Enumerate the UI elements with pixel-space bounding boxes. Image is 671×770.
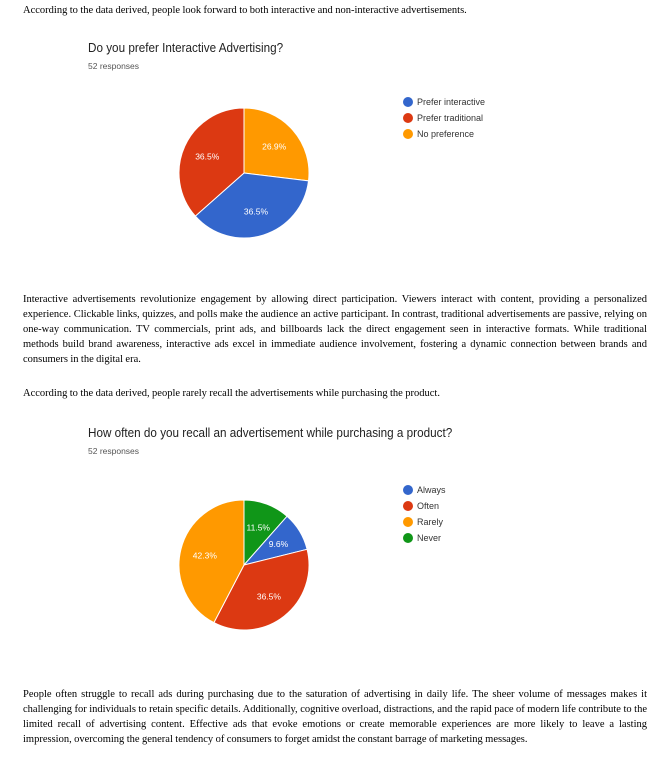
legend-label: Rarely [417, 517, 444, 527]
pie-data-label: 36.5% [195, 151, 220, 162]
legend-swatch [403, 517, 413, 527]
chart-1-title: Do you prefer Interactive Advertising? [88, 40, 284, 55]
chart-2-legend [403, 482, 446, 546]
legend-item-often [403, 498, 446, 514]
legend-label: Never [417, 533, 442, 543]
pie-data-label: 42.3% [192, 550, 217, 561]
chart-1-subtitle: 52 responses [88, 61, 140, 71]
legend-label: Prefer interactive [417, 97, 486, 107]
legend-item-always [403, 482, 446, 498]
pie-data-label: 11.5% [246, 522, 271, 533]
legend-label: Often [417, 501, 440, 511]
legend-swatch [403, 485, 413, 495]
legend-item-never [403, 530, 446, 546]
legend-label: Prefer traditional [417, 113, 484, 123]
chart-2-title: How often do you recall an advertisement while purchasing a product? [88, 425, 453, 440]
body-paragraph-2: People often struggle to recall ads during purchasing due to the saturation of advertising in daily life. The sheer volume of messages makes it challenging for individuals to retain specific details. Additionally, cognitive overload, distractions, and the rapid pace of modern life contribute to the limited recall of advertising content. Effective ads that evoke emotions or create memorable experiences are more likely to leave a lasting impression, overcoming the general tendency of consumers to forget amidst the constant barrage of marketing messages. [23, 689, 647, 745]
legend-label: No preference [417, 129, 475, 139]
pie-data-label: 26.9% [262, 141, 287, 152]
pie-data-label: 36.5% [243, 206, 269, 217]
pie-data-label: 36.5% [256, 591, 281, 602]
body-paragraph-1: Interactive advertisements revolutionize engagement by allowing direct participation. Viewers interact with content, providing a personalized experience. Clickable links, quizzes, and polls make the audience an active participant. In contrast, traditional advertisements are passive, relying on one-way communication. TV commercials, print ads, and billboards lack the direct engagement seen in interactive formats. While traditional methods build brand awareness, interactive ads excel in immediate audience involvement, fostering a dynamic connection between brands and consumers in the digital era. [23, 294, 647, 365]
legend-label: Always [417, 485, 446, 495]
legend-swatch [403, 501, 413, 511]
legend-swatch [403, 533, 413, 543]
intro-paragraph-2: According to the data derived, people rarely recall the advertisements while purchasing the product. [23, 388, 440, 399]
legend-item-rarely [403, 514, 446, 530]
chart-2-subtitle: 52 responses [88, 446, 140, 456]
intro-paragraph-1: According to the data derived, people look forward to both interactive and non-interactive advertisements. [23, 5, 467, 16]
pie-data-label: 9.6% [268, 539, 289, 550]
